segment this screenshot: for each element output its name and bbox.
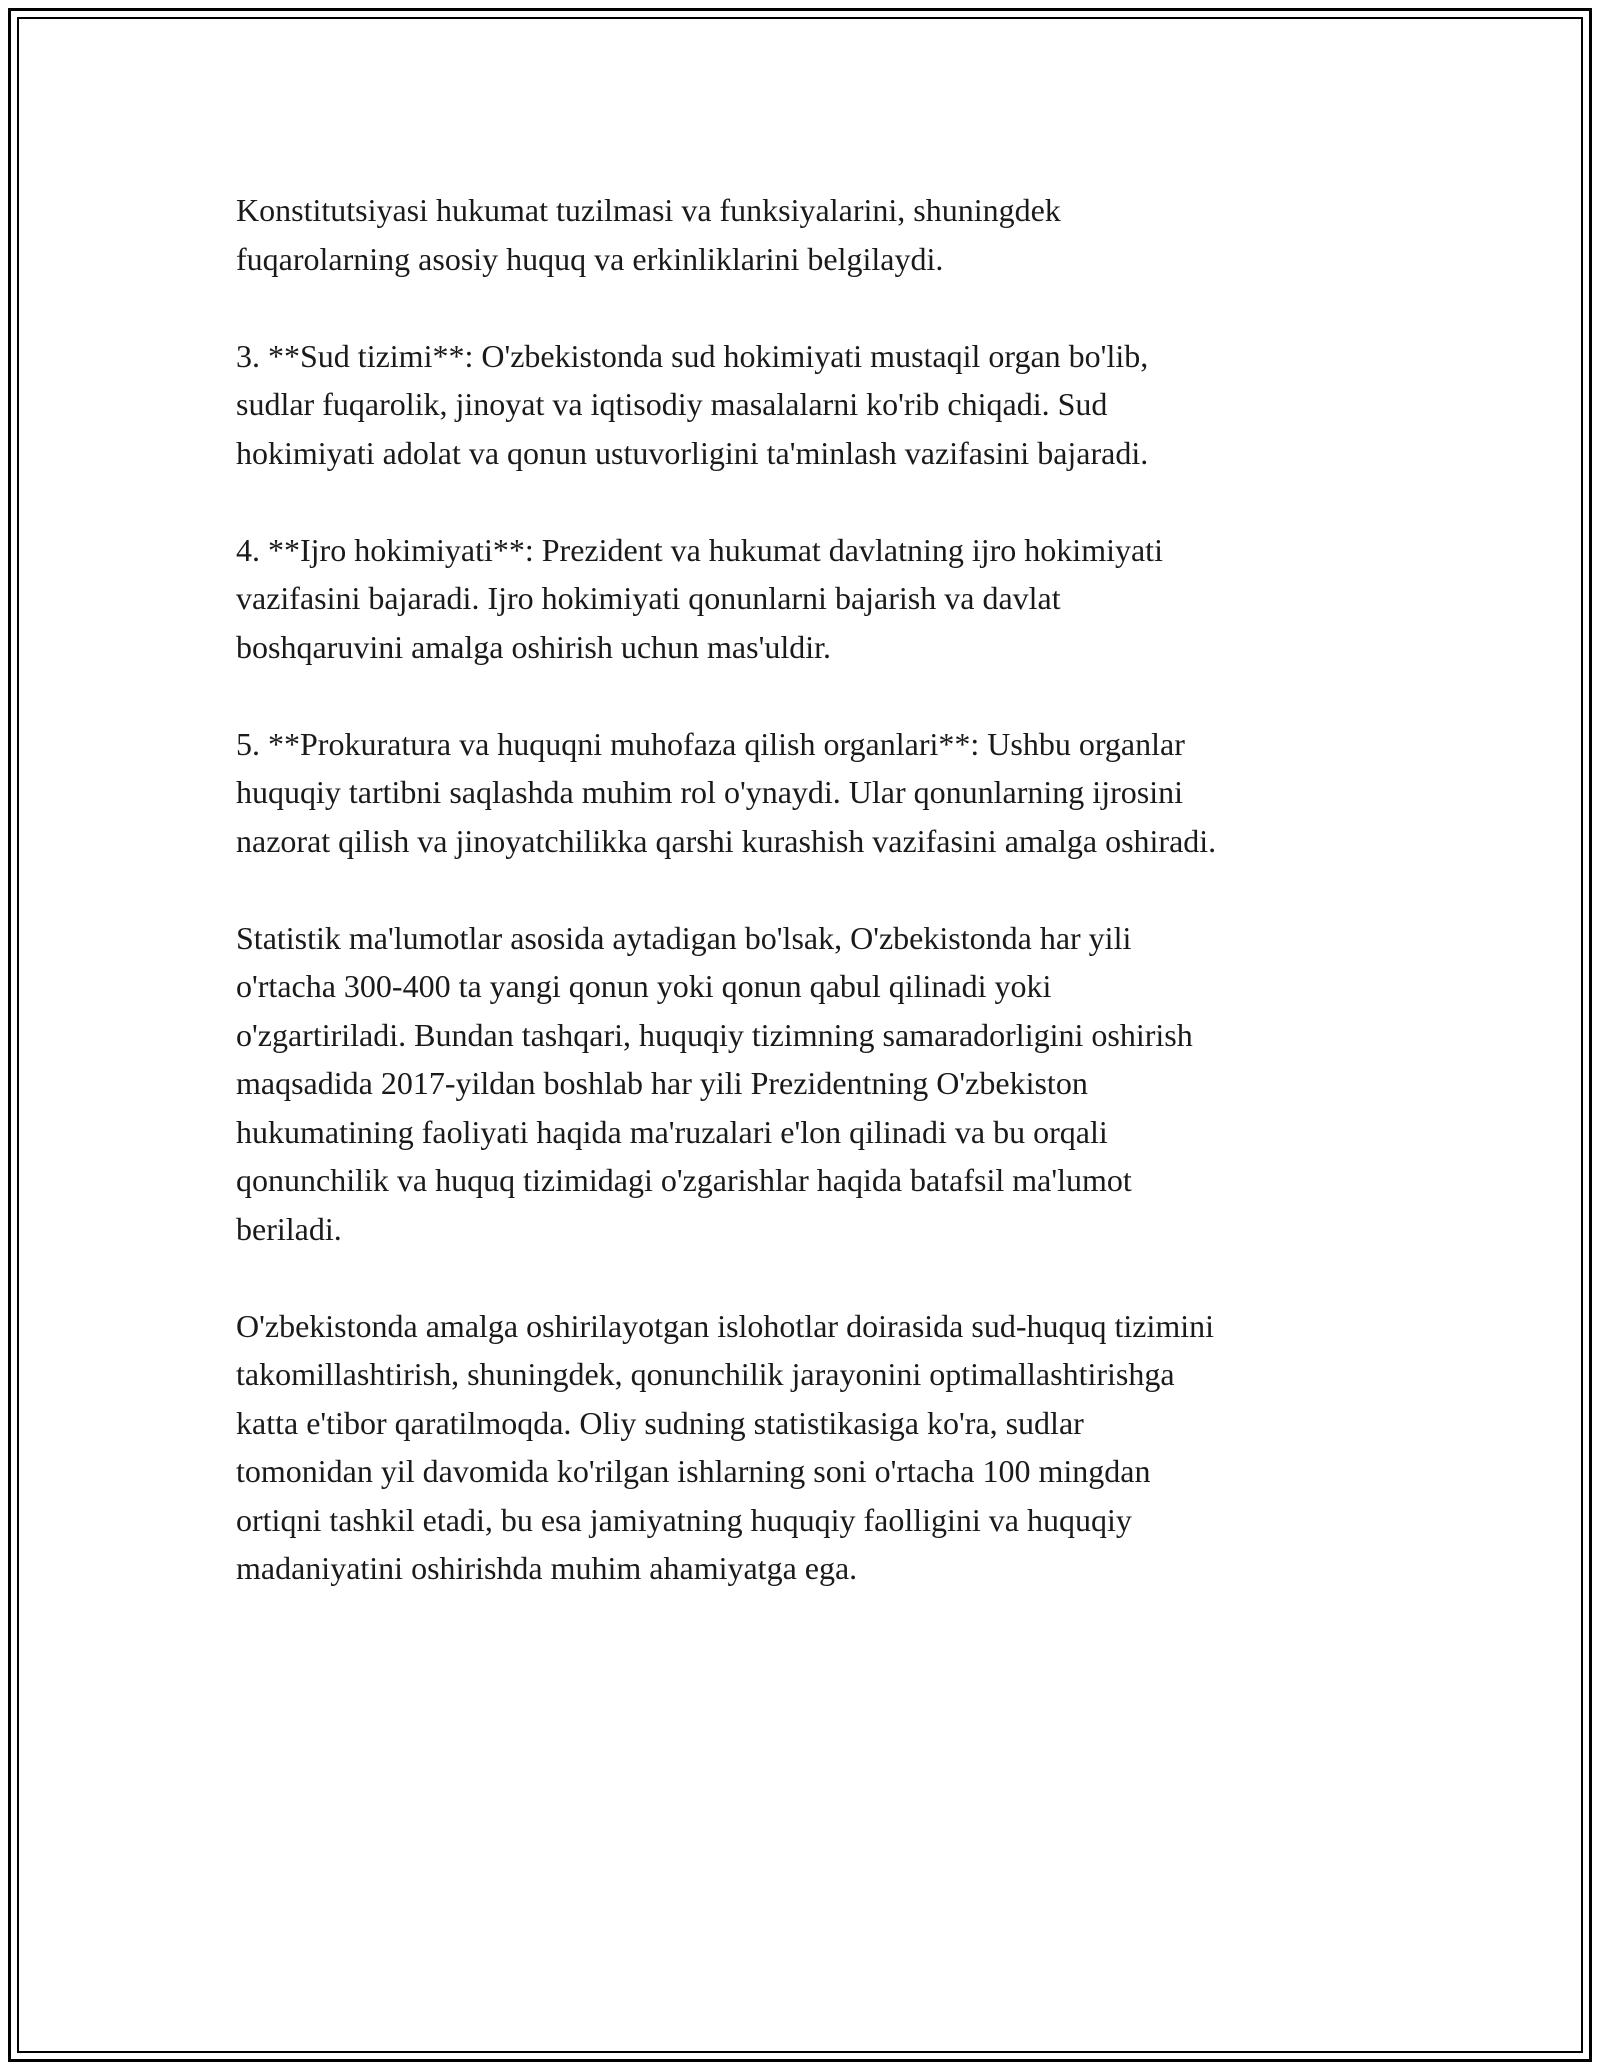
text-line: madaniyatini oshirishda muhim ahamiyatga ega. [236, 1550, 858, 1586]
text-line: vazifasini bajaradi. Ijro hokimiyati qonunlarni bajarish va davlat [236, 580, 1061, 616]
text-line: hukumatining faoliyati haqida ma'ruzalari e'lon qilinadi va bu orqali [236, 1113, 1108, 1150]
text-line: beriladi. [236, 1210, 342, 1247]
text-line: o'zgartiriladi. Bundan tashqari, huquqiy tizimning samaradorligini oshirish [236, 1016, 1193, 1053]
text-line: Konstitutsiyasi hukumat tuzilmasi va funksiyalarini, shuningdek [236, 192, 1061, 228]
paragraph-reforms [236, 1302, 1396, 1593]
paragraph-constitution-continuation [236, 186, 1396, 283]
text-line: o'rtacha 300-400 ta yangi qonun yoki qonun qabul qilinadi yoki [236, 968, 1052, 1004]
paragraph-prosecution [236, 720, 1396, 866]
text-line: takomillashtirish, shuningdek, qonunchilik jarayonini optimallashtirishga [236, 1356, 1175, 1392]
text-line: 3. **Sud tizimi**: O'zbekistonda sud hokimiyati mustaqil organ bo'lib, [236, 337, 1149, 374]
text-line: katta e'tibor qaratilmoqda. Oliy sudning statistikasiga ko'ra, sudlar [236, 1404, 1084, 1441]
paragraph-statistics [236, 914, 1396, 1254]
text-line: O'zbekistonda amalga oshirilayotgan islohotlar doirasida sud-huquq tizimini [236, 1307, 1215, 1344]
text-line: tomonidan yil davomida ko'rilgan ishlarning soni o'rtacha 100 mingdan [236, 1453, 1151, 1489]
text-line: boshqaruvini amalga oshirish uchun mas'uldir. [236, 628, 832, 665]
paragraph-judicial-system [236, 332, 1396, 478]
text-line: nazorat qilish va jinoyatchilikka qarshi kurashish vazifasini amalga oshiradi. [236, 822, 1217, 859]
document-body [236, 186, 1396, 1641]
text-line: Statistik ma'lumotlar asosida aytadigan bo'lsak, O'zbekistonda har yili [236, 919, 1132, 956]
text-line: qonunchilik va huquq tizimidagi o'zgarishlar haqida batafsil ma'lumot [236, 1162, 1132, 1198]
text-line: huquqiy tartibni saqlashda muhim rol o'ynaydi. Ular qonunlarning ijrosini [236, 774, 1183, 810]
text-line: ortiqni tashkil etadi, bu esa jamiyatning huquqiy faolligini va huquqiy [236, 1501, 1132, 1538]
text-line: fuqarolarning asosiy huquq va erkinliklarini belgilaydi. [236, 240, 944, 277]
paragraph-executive-power [236, 526, 1396, 672]
text-line: hokimiyati adolat va qonun ustuvorligini ta'minlash vazifasini bajaradi. [236, 434, 1149, 471]
text-line: sudlar fuqarolik, jinoyat va iqtisodiy masalalarni ko'rib chiqadi. Sud [236, 386, 1108, 422]
text-line: maqsadida 2017-yildan boshlab har yili Prezidentning O'zbekiston [236, 1065, 1088, 1101]
text-line: 4. **Ijro hokimiyati**: Prezident va hukumat davlatning ijro hokimiyati [236, 531, 1163, 568]
text-line: 5. **Prokuratura va huquqni muhofaza qilish organlari**: Ushbu organlar [236, 725, 1185, 762]
